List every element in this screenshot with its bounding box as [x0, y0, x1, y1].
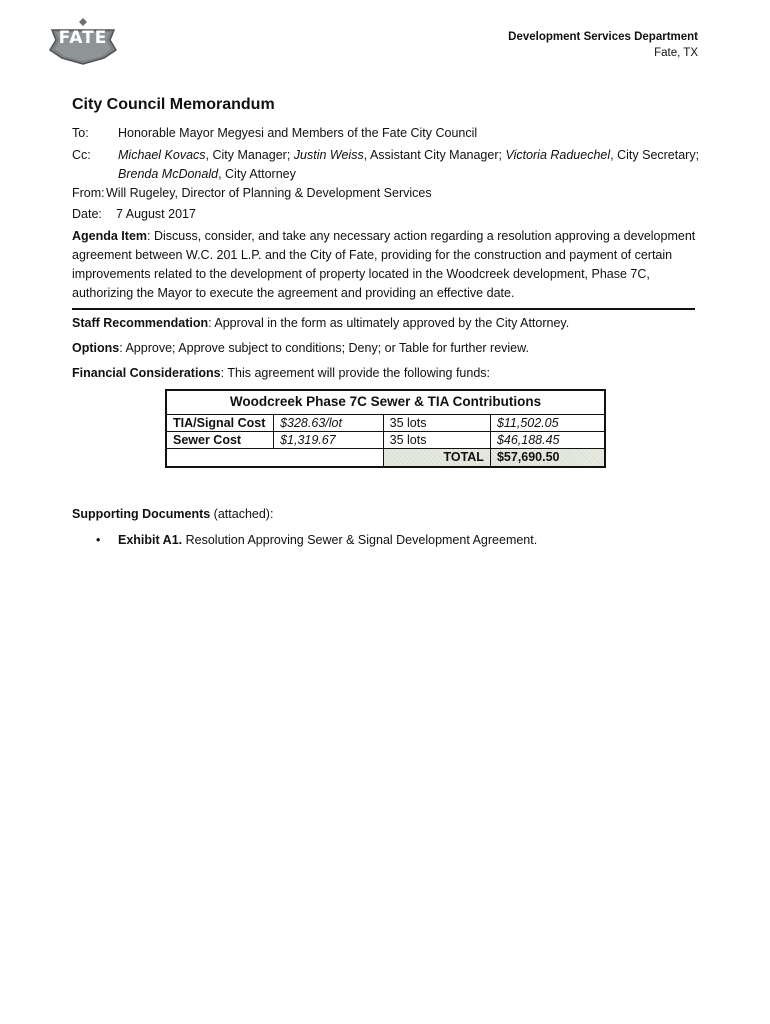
financial-label: Financial Considerations	[72, 366, 221, 380]
table-cell-rate: $1,319.67	[274, 431, 384, 448]
date-value: 7 August 2017	[116, 207, 196, 221]
cc-name: Victoria Raduechel	[505, 148, 611, 162]
date-label: Date:	[72, 207, 102, 221]
table-cell-item: Sewer Cost	[166, 431, 274, 448]
memo-title: City Council Memorandum	[72, 96, 275, 113]
exhibit-label: Exhibit A1.	[118, 533, 183, 547]
total-value: $57,690.50	[490, 448, 605, 467]
cc-name: Brenda McDonald	[118, 167, 219, 181]
department-location: Fate, TX	[654, 47, 698, 59]
to-value: Honorable Mayor Megyesi and Members of the Fate City Council	[118, 126, 478, 140]
table-cell-amount: $46,188.45	[490, 431, 605, 448]
from-label: From:	[72, 186, 105, 200]
logo-text: FATE	[58, 28, 108, 48]
agenda-text: : Discuss, consider, and take any necessary action regarding a resolution approving a development agreement between W.C. 201 L.P. and the City of Fate, providing for the construction and payment of certain improvements related to the development of property located in the Woodcreek development, Phase 7C, authorizing the Mayor to execute the agreement and providing an effective date.	[72, 229, 696, 300]
table-cell-empty	[166, 448, 383, 467]
bullet-icon: •	[96, 533, 101, 547]
cc-value	[118, 146, 708, 184]
city-logo	[46, 16, 120, 66]
cc-role: , City Secretary;	[610, 148, 700, 162]
table-cell-item: TIA/Signal Cost	[166, 414, 274, 431]
divider	[72, 308, 695, 310]
table-row	[166, 431, 605, 448]
staff-label: Staff Recommendation	[72, 316, 209, 330]
table-total-row	[166, 448, 605, 467]
department-name: Development Services Department	[508, 31, 698, 43]
exhibit-text: Resolution Approving Sewer & Signal Development Agreement.	[182, 533, 538, 547]
cc-role: , City Attorney	[218, 167, 296, 181]
department-block	[508, 29, 698, 61]
financial-text: : This agreement will provide the following funds:	[220, 366, 490, 380]
table-row	[166, 414, 605, 431]
table-title-row	[166, 390, 605, 414]
options-label: Options	[72, 341, 120, 355]
to-label: To:	[72, 126, 89, 140]
cc-role: , Assistant City Manager;	[363, 148, 506, 162]
funds-table	[165, 389, 606, 468]
table-cell-amount: $11,502.05	[490, 414, 605, 431]
total-label: TOTAL	[383, 448, 490, 467]
table-title: Woodcreek Phase 7C Sewer & TIA Contributions	[166, 390, 605, 414]
exhibit-item	[118, 531, 537, 550]
financial-considerations	[72, 364, 712, 383]
cc-name: Michael Kovacs	[118, 148, 206, 162]
cc-name: Justin Weiss	[293, 148, 364, 162]
agenda-label: Agenda Item	[72, 229, 148, 243]
options	[72, 339, 712, 358]
agenda-item	[72, 227, 698, 303]
staff-text: : Approval in the form as ultimately approved by the City Attorney.	[208, 316, 570, 330]
supporting-suffix: (attached):	[210, 507, 274, 521]
cc-role: , City Manager;	[205, 148, 294, 162]
supporting-label: Supporting Documents	[72, 507, 211, 521]
options-text: : Approve; Approve subject to conditions; Deny; or Table for further review.	[119, 341, 529, 355]
cc-label: Cc:	[72, 148, 91, 162]
table-cell-lots: 35 lots	[383, 431, 490, 448]
supporting-documents	[72, 505, 712, 524]
staff-recommendation	[72, 314, 712, 333]
table-cell-lots: 35 lots	[383, 414, 490, 431]
from-value: Will Rugeley, Director of Planning & Development Services	[106, 186, 432, 200]
table-cell-rate: $328.63/lot	[274, 414, 384, 431]
